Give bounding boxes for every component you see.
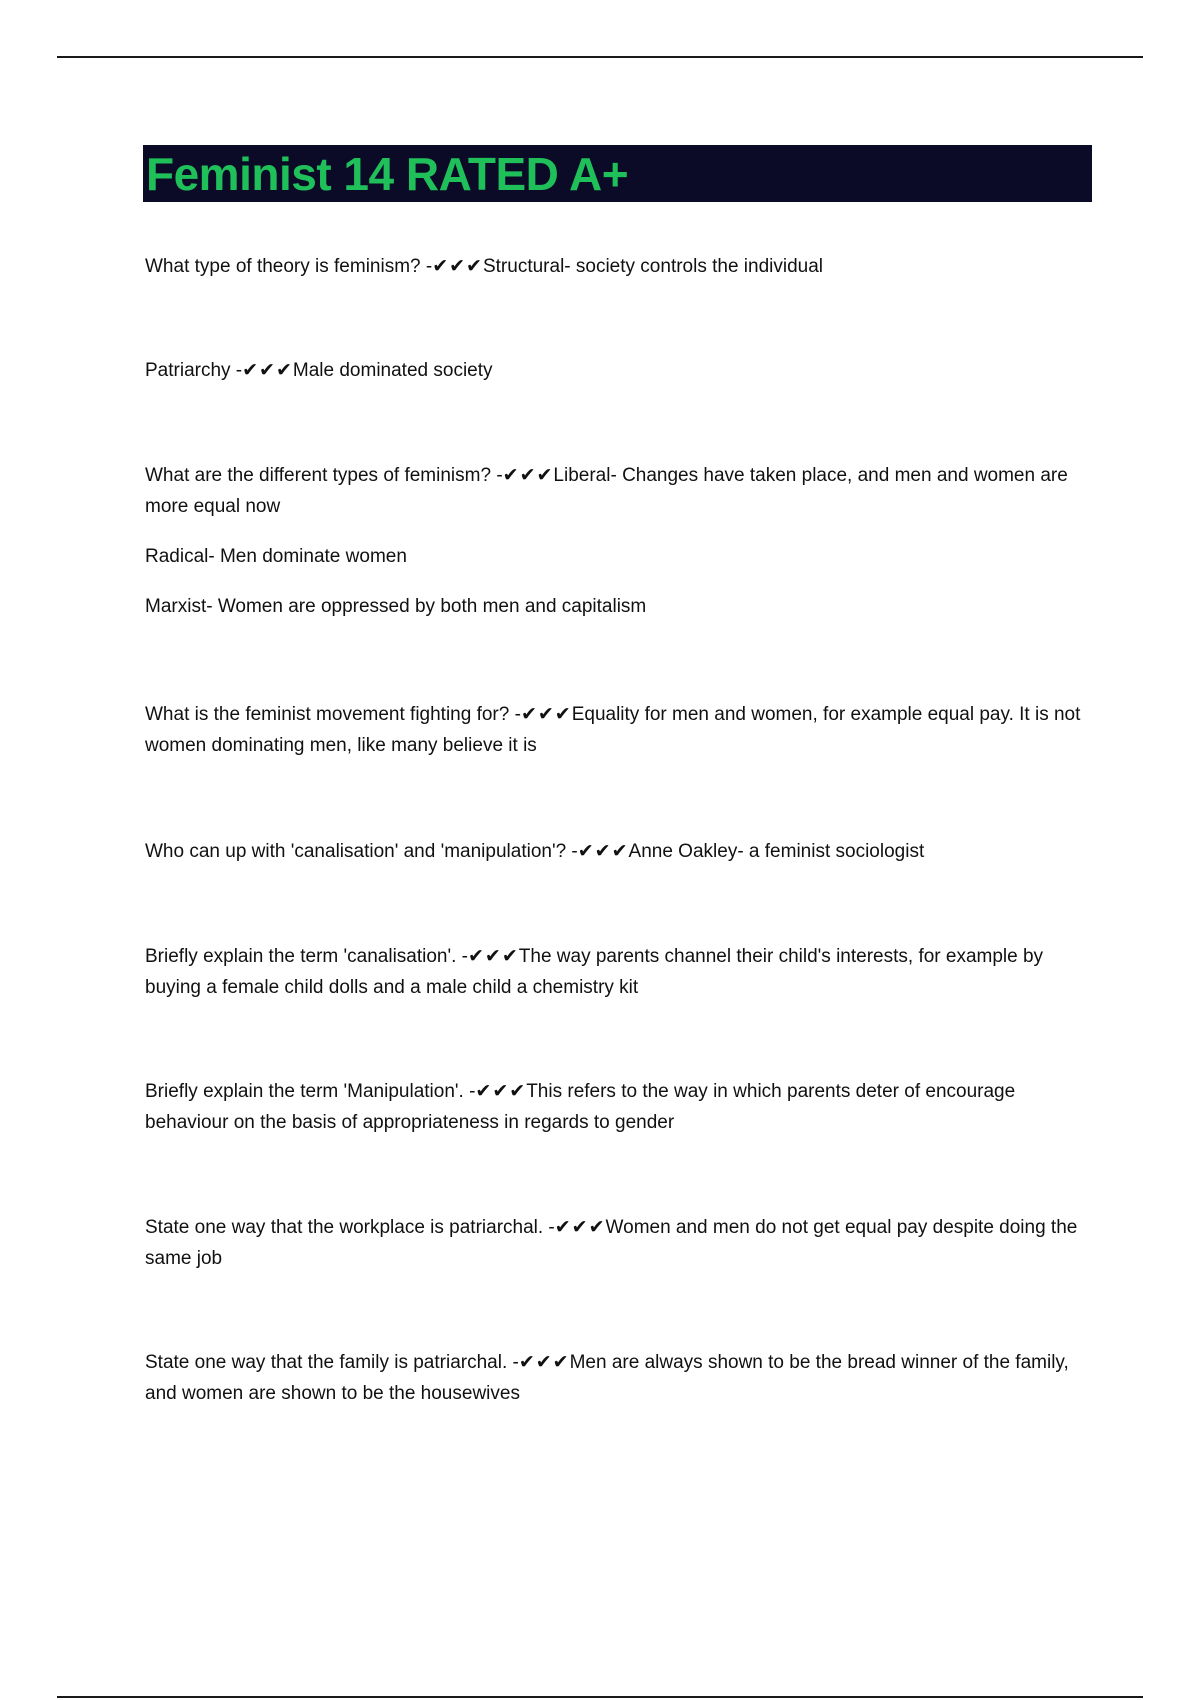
qa-line (145, 941, 1090, 1003)
qa-item (145, 1076, 1090, 1138)
checkmarks-icon: ✔✔✔ (242, 359, 293, 381)
top-rule (57, 56, 1143, 58)
extra-line: Marxist- Women are oppressed by both men and capitalism (145, 596, 647, 617)
checkmarks-icon: ✔✔✔ (475, 1080, 527, 1102)
question-text: What are the different types of feminism? (145, 465, 492, 486)
question-text: Patriarchy (145, 360, 231, 381)
qa-line (145, 1347, 1090, 1409)
answer-text: Men are always shown to be the bread winner of the family, and women are shown to be the housewives (145, 1352, 1069, 1404)
separator: - (491, 465, 503, 486)
qa-item (145, 251, 1090, 282)
answer-text: Anne Oakley- a feminist sociologist (628, 841, 925, 862)
separator: - (463, 1081, 476, 1102)
separator: - (566, 841, 578, 862)
qa-line (145, 460, 1090, 522)
qa-item (145, 355, 1090, 386)
separator: - (230, 360, 243, 381)
checkmarks-icon: ✔✔✔ (432, 255, 483, 277)
answer-text: Liberal- Changes have taken place, and men and women are more equal now (145, 465, 1068, 517)
qa-item (145, 1347, 1090, 1409)
question-text: Briefly explain the term 'canalisation'. (145, 946, 457, 967)
answer-text: Equality for men and women, for example equal pay. It is not women dominating men, like many believe it is (145, 704, 1081, 756)
answer-text: Male dominated society (292, 360, 493, 381)
qa-line (145, 1076, 1090, 1138)
question-text: What type of theory is feminism? (145, 256, 421, 277)
checkmarks-icon: ✔✔✔ (520, 703, 572, 725)
checkmarks-icon: ✔✔✔ (468, 945, 519, 967)
qa-line (145, 699, 1090, 761)
qa-line (145, 836, 1090, 867)
answer-text: This refers to the way in which parents deter of encourage behaviour on the basis of appropriateness in regards to gender (145, 1081, 1016, 1133)
extra-line: Radical- Men dominate women (145, 546, 407, 567)
checkmarks-icon: ✔✔✔ (502, 464, 554, 486)
separator: - (420, 256, 433, 277)
answer-text: The way parents channel their child's interests, for example by buying a female child dolls and a male child a chemistry kit (145, 946, 1044, 998)
qa-item (145, 699, 1090, 761)
separator: - (543, 1217, 555, 1238)
answer-text: Structural- society controls the individual (482, 256, 824, 277)
qa-item (145, 836, 1090, 867)
qa-item (145, 941, 1090, 1003)
question-text: State one way that the workplace is patriarchal. (145, 1217, 544, 1238)
qa-line (145, 355, 1090, 386)
separator: - (456, 946, 469, 967)
document-title: Feminist 14 RATED A+ (146, 147, 629, 200)
title-banner (143, 145, 1092, 202)
qa-line (145, 1212, 1090, 1274)
checkmarks-icon: ✔✔✔ (554, 1216, 606, 1238)
answer-text: Women and men do not get equal pay despite doing the same job (145, 1217, 1078, 1269)
qa-item (145, 460, 1090, 622)
bottom-rule (57, 1696, 1143, 1698)
checkmarks-icon: ✔✔✔ (518, 1351, 570, 1373)
separator: - (507, 1352, 519, 1373)
question-text: State one way that the family is patriarchal. (145, 1352, 508, 1373)
question-text: What is the feminist movement fighting for? (145, 704, 510, 725)
qa-item (145, 1212, 1090, 1274)
checkmarks-icon: ✔✔✔ (577, 840, 629, 862)
qa-line (145, 251, 1090, 282)
question-text: Briefly explain the term 'Manipulation'. (145, 1081, 464, 1102)
separator: - (509, 704, 521, 725)
question-text: Who can up with 'canalisation' and 'manipulation'? (145, 841, 567, 862)
